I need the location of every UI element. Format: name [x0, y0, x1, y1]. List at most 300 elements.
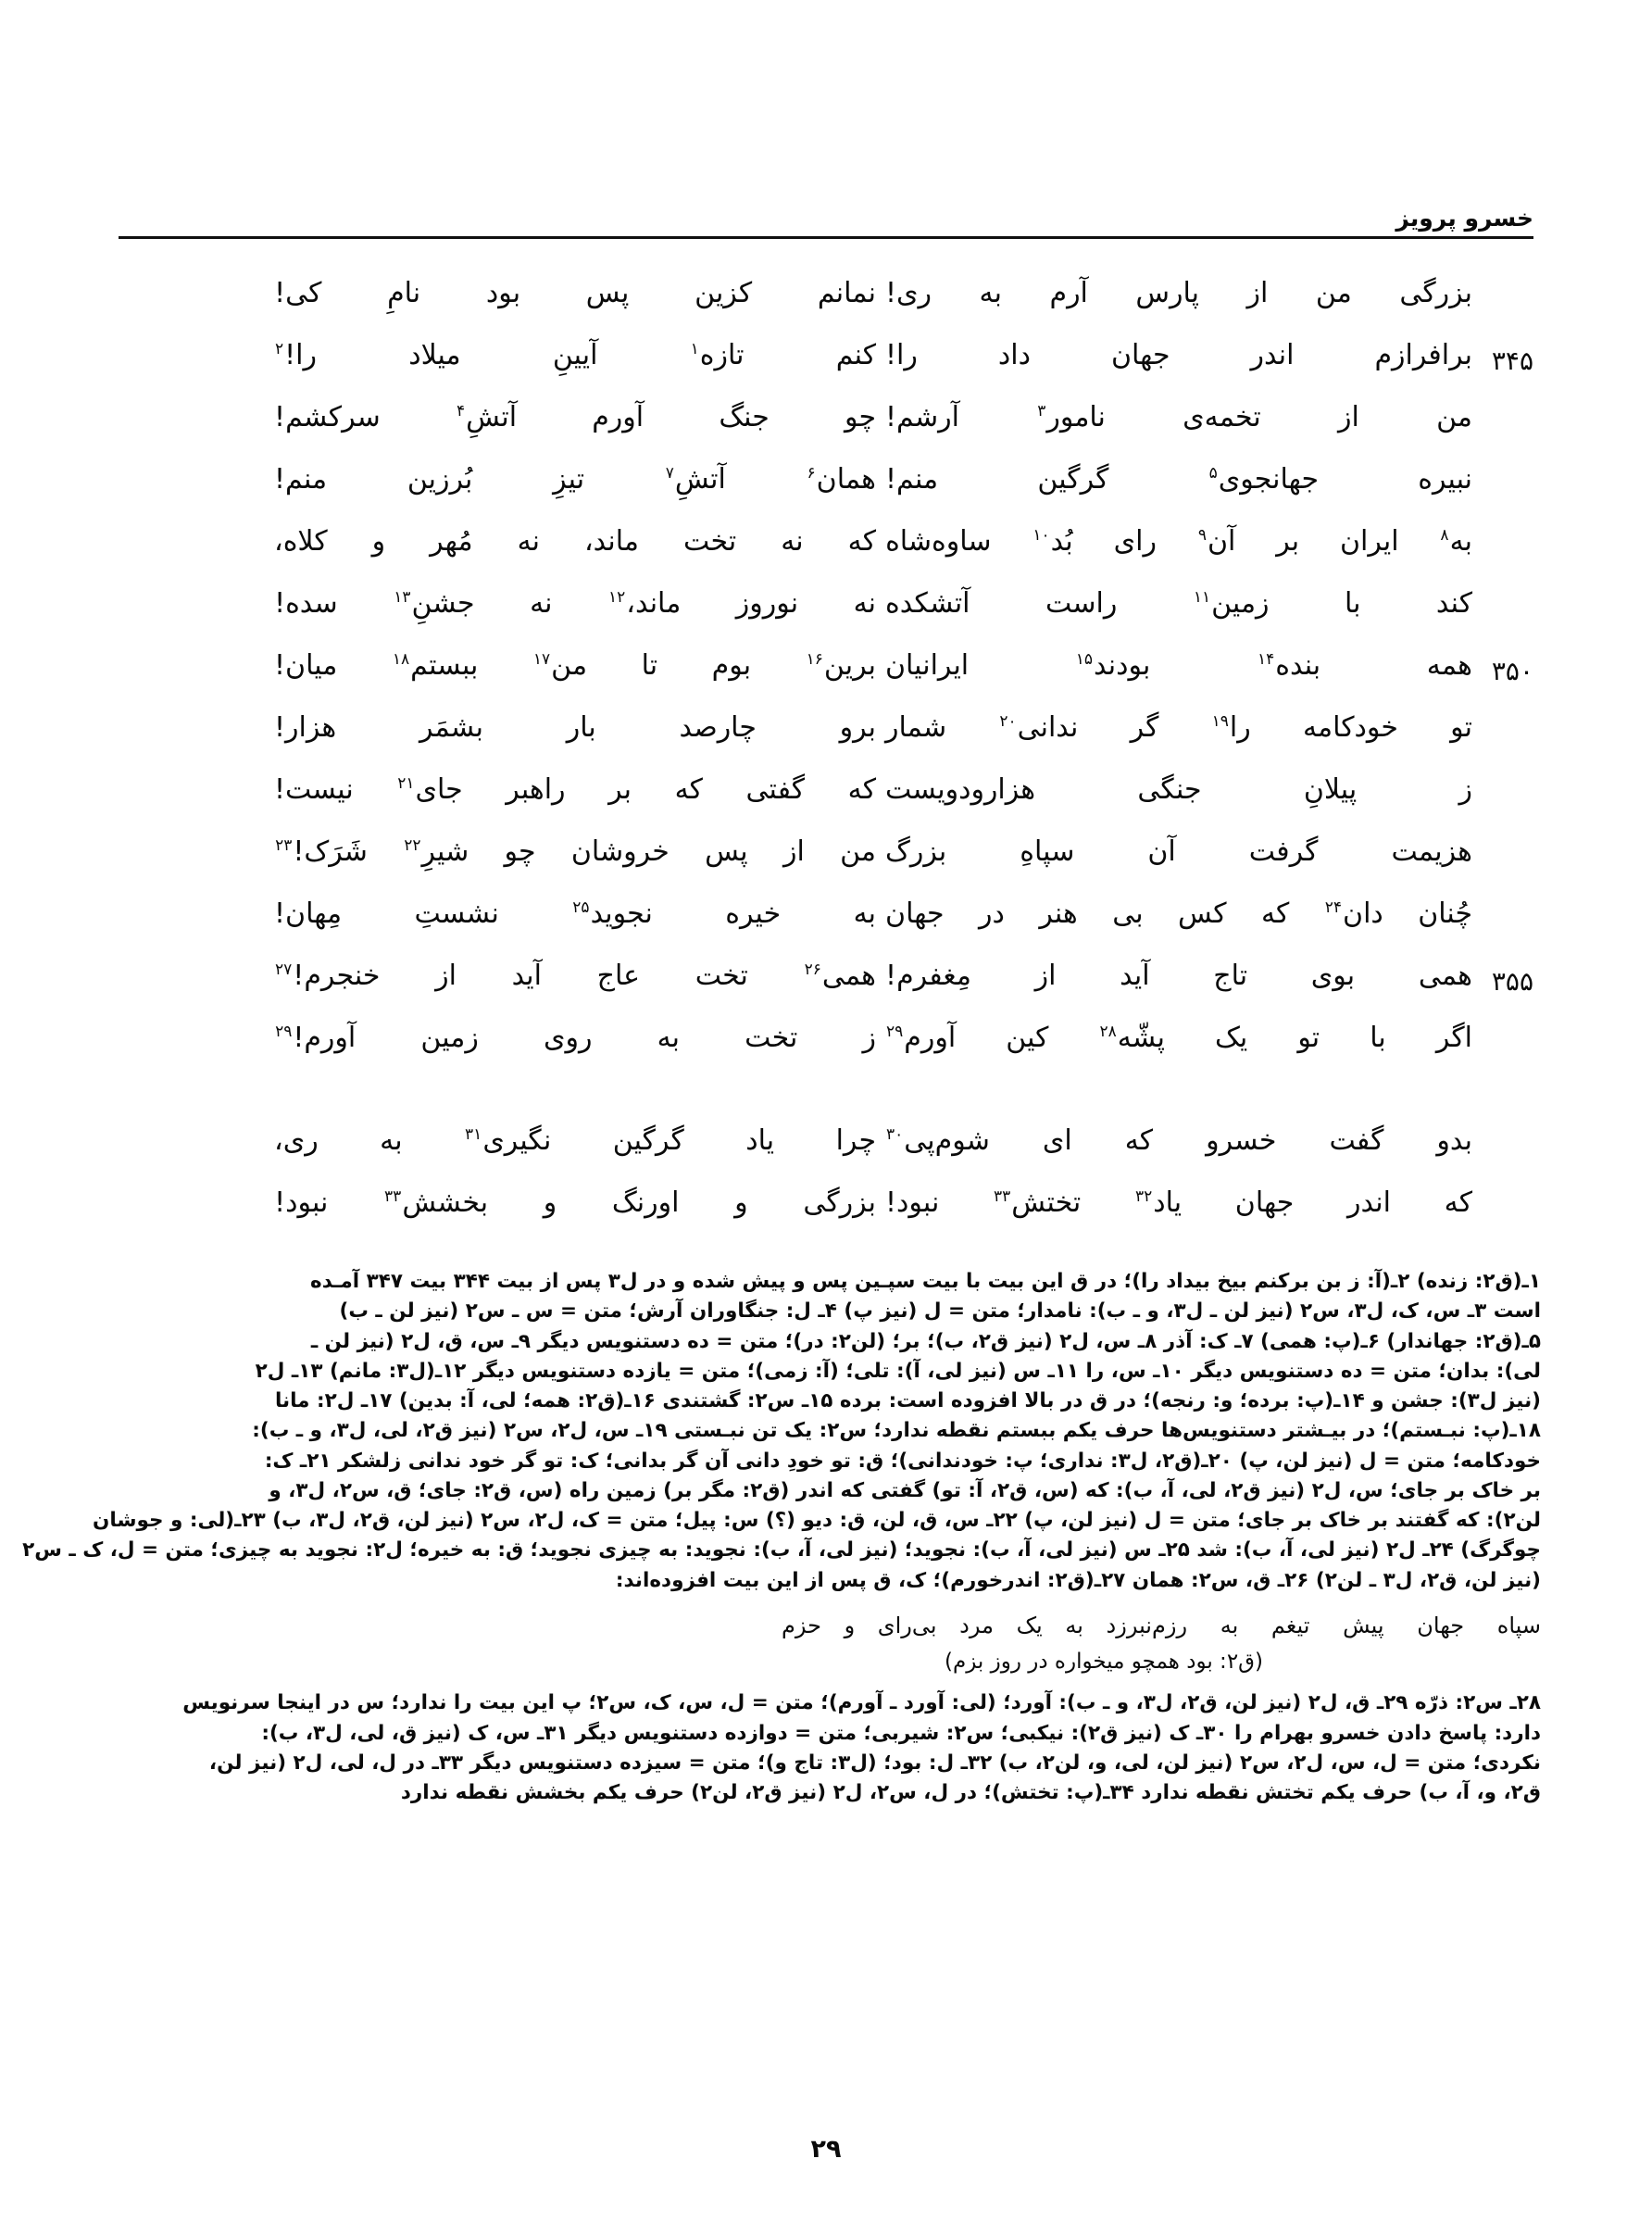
verse-word: کند: [1435, 587, 1472, 620]
hemistich-text: [274, 402, 876, 434]
verse-word: پس: [705, 835, 748, 868]
verse-word: سپاهِ: [1020, 835, 1075, 868]
footnote-marker[interactable]: ۲۸: [1099, 1023, 1117, 1041]
footnote-marker[interactable]: ۸: [1440, 526, 1449, 545]
verse-word: عاج: [596, 960, 641, 992]
verse-word: شَرَک!$^{۲۳}$: [275, 835, 368, 868]
hemistich-text: [274, 774, 876, 807]
verse-word: آیینِ: [552, 339, 598, 371]
verse-word: سده!: [274, 587, 338, 620]
verse-word: بر: [608, 773, 632, 806]
verse-word: به: [657, 1022, 681, 1054]
verse-word: خروشان: [570, 835, 670, 868]
footnote-marker[interactable]: ۳۰: [886, 1125, 904, 1144]
verse-word: که: [847, 773, 876, 806]
hemistich-text: [885, 712, 1472, 745]
apparatus-line: (نیز لن، ق۲، ل۳ ـ لن۲) ۲۶ـ ق، س۲: همان ۲۷ـ(ق۲: اندرخورم)؛ ک، ق پس از این بیت افزوده‌اند:: [615, 1568, 1541, 1592]
verse-word: خنجرم!$^{۲۷}$: [275, 960, 381, 992]
verse-word: مُهر: [430, 525, 473, 558]
hemistich-text: [885, 402, 1472, 434]
verse-word: به: [380, 1124, 403, 1157]
hemistich-second: [274, 1187, 885, 1220]
verse-line: [119, 774, 1533, 836]
hemistich-text: [274, 960, 876, 993]
verse-word: جای$^{۲۱}$: [397, 773, 463, 806]
verse-line: [119, 960, 1533, 1023]
verse-word: که: [1444, 1186, 1472, 1219]
verse-word: چارصد: [679, 711, 757, 744]
verse-word: بزرگی: [803, 1186, 876, 1219]
inset-verse-word: نبرزد: [1106, 1612, 1152, 1638]
verse-word: اورنگ: [611, 1186, 680, 1219]
footnote-marker[interactable]: ۳۳: [994, 1187, 1011, 1206]
hemistich-text: [885, 774, 1472, 807]
verse-word: ایران: [1339, 525, 1399, 558]
apparatus-line: ق۲، و، آ، ب) حرف یکم تختش نقطه ندارد ۳۴ـ(پ: تختش)؛ در ل، س۲، ل۲ (نیز ق۲، لن۲) حرف یکم بخشش نقطه ندارد: [400, 1781, 1541, 1804]
verse-word: به: [853, 897, 876, 930]
verse-word: منم!: [274, 463, 328, 496]
verse-word: من$^{۱۷}$: [532, 649, 588, 682]
verse-word: جنگی: [1137, 773, 1202, 806]
verse-stanza: [119, 1125, 1533, 1249]
hemistich-first: [885, 1187, 1533, 1220]
verse-word: و: [371, 525, 386, 558]
verse-word: پارس: [1135, 277, 1200, 309]
verse-word: نامور$^۳$: [1037, 401, 1106, 433]
verse-word: با: [1370, 1022, 1386, 1054]
verse-word: منم!: [885, 463, 939, 496]
verse-word: آن$^۹$: [1197, 525, 1236, 558]
footnote-marker[interactable]: ۱: [690, 340, 699, 358]
verse-word: بزرگی: [1399, 277, 1472, 309]
verse-line: [119, 1125, 1533, 1187]
hemistich-first: [885, 1125, 1533, 1158]
verse-word: ای: [1042, 1124, 1072, 1157]
apparatus-line: ۱۸ـ(پ: نبـستم)؛ در بیـشتر دستنویس‌ها حرف یکم ببستم نقطه ندارد؛ س۲: یک تن نبـستی ۱۹ـ س، ل۲، س۲ (نیز ق۲، لی، ل۳، و ـ ب):: [252, 1419, 1541, 1443]
verse-stanza: [119, 278, 1533, 1085]
verse-word: ندانی$^{۲۰}$: [999, 711, 1079, 744]
verse-word: را!$^۲$: [275, 339, 317, 371]
verse-word: بزرگ: [885, 835, 947, 868]
inset-verse-word: رزم: [1152, 1612, 1188, 1638]
verse-word: که: [1260, 897, 1290, 930]
footnote-marker[interactable]: ۲۵: [572, 898, 590, 917]
inset-hemistich-second: [782, 1609, 1152, 1642]
apparatus-line: خودکامه؛ متن = ل (نیز لن، پ) ۲۰ـ(ق۲، ل۳: نداری؛ پ: خودندانی)؛ ق: تو خودِ دانی آن گر بدانی؛ ک: تو گر خود ندانی زلشکر ۲۱ـ ک:: [264, 1449, 1541, 1473]
hemistich-text: [274, 526, 876, 558]
hemistich-first: [885, 836, 1533, 869]
footnote-marker[interactable]: ۲۹: [275, 1023, 293, 1041]
verse-word: تیزِ: [553, 463, 585, 496]
verse-word: کلاه،: [274, 525, 328, 558]
apparatus-criticus: [22, 1267, 1541, 1808]
footnote-marker[interactable]: ۱۳: [394, 588, 411, 607]
verse-word: سرکشم!: [274, 401, 381, 433]
hemistich-text: [885, 1125, 1472, 1158]
verse-word: جهانجوی$^۵$: [1208, 463, 1320, 496]
footnote-marker[interactable]: ۳۳: [384, 1187, 402, 1206]
verse-word: ماند،: [584, 525, 639, 558]
footnote-marker[interactable]: ۲۶: [804, 960, 821, 979]
verse-word: رای: [1113, 525, 1157, 558]
verse-word: نه: [781, 525, 804, 558]
verse-word: ساوه‌شاه: [885, 525, 992, 558]
verse-line: [119, 1023, 1533, 1085]
inset-verse-word: به: [1065, 1612, 1083, 1638]
inset-verse-word: بی‌رای: [877, 1612, 937, 1638]
verse-word: نبود!: [885, 1186, 940, 1219]
hemistich-second: [274, 340, 885, 372]
running-head: [119, 182, 1533, 239]
footnote-marker[interactable]: ۹: [1197, 526, 1207, 545]
verse-line-number: ۳۴۵: [1491, 345, 1533, 376]
verse-word: کنم: [835, 339, 876, 371]
hemistich-first: [885, 526, 1533, 558]
verse-word: بودند$^{۱۵}$: [1075, 649, 1151, 682]
verse-word: بوی: [1310, 960, 1356, 992]
hemistich-text: [885, 836, 1472, 869]
verse-word: برو: [839, 711, 876, 744]
footnote-marker[interactable]: ۱۱: [1193, 588, 1211, 607]
verse-word: از: [435, 960, 457, 992]
verse-word: شیرِ$^{۲۲}$: [404, 835, 469, 868]
hemistich-text: [885, 650, 1472, 683]
inset-hemistich-first: [1152, 1609, 1541, 1642]
verse-word: برافرازم: [1374, 339, 1472, 371]
verse-word: جشنِ$^{۱۳}$: [394, 587, 475, 620]
verse-line: [119, 712, 1533, 774]
hemistich-text: [274, 836, 876, 869]
verse-word: گر: [1130, 711, 1159, 744]
verse-line: [119, 898, 1533, 960]
footnote-marker[interactable]: ۳۲: [1134, 1187, 1153, 1206]
footnote-marker[interactable]: ۲۴: [1324, 898, 1343, 917]
verse-word: بخشش$^{۳۳}$: [384, 1186, 489, 1219]
verse-word: هزار!: [274, 711, 337, 744]
verse-word: گرگین: [1037, 463, 1109, 496]
verse-word: شوم‌پی$^{۳۰}$: [886, 1124, 990, 1157]
footnote-marker[interactable]: ۲۷: [275, 960, 293, 979]
verse-word: نه: [517, 525, 540, 558]
hemistich-first: [885, 339, 1533, 376]
verse-word: پشّه$^{۲۸}$: [1099, 1022, 1165, 1054]
footnote-marker[interactable]: ۱۹: [1211, 712, 1229, 731]
inset-verse-word: پیش: [1343, 1612, 1384, 1638]
inset-verse-word: تیغم: [1270, 1612, 1310, 1638]
hemistich-text: [885, 464, 1472, 496]
verse-word: ری،: [274, 1124, 319, 1157]
verse-word: یک: [1215, 1022, 1248, 1054]
footnote-marker[interactable]: ۱۵: [1075, 650, 1094, 669]
verse-word: چو: [844, 401, 876, 433]
verse-line: [119, 588, 1533, 650]
verse-word: جهان: [1234, 1186, 1295, 1219]
page-number: ۲۹: [810, 2135, 842, 2164]
hemistich-second: [274, 774, 885, 807]
verse-word: پس: [585, 277, 630, 309]
verse-word: بر: [1276, 525, 1300, 558]
hemistich-second: [274, 960, 885, 993]
verse-word: من: [1436, 401, 1472, 433]
verse-word: تاج: [1213, 960, 1248, 992]
running-head-title: خسرو پرویز: [1395, 205, 1533, 232]
hemistich-text: [885, 588, 1472, 621]
verse-word: زمین: [420, 1022, 479, 1054]
verse-word: نمانم: [817, 277, 876, 309]
verse-word: تا: [641, 649, 658, 682]
verse-word: با: [1344, 587, 1361, 620]
verse-word: گرگین: [612, 1124, 684, 1157]
verse-word: مِهان!: [274, 897, 343, 930]
hemistich-text: [885, 340, 1472, 372]
verse-word: مِغفرم!: [885, 960, 971, 992]
apparatus-line: ۲۸ـ س۲: ذرّه ۲۹ـ ق، ل۲ (نیز لن، ق۲، ل۳، و ـ ب): آورد؛ (لی: آورد ـ آورم)؛ متن = ل، س، ک، س۲؛ پ این بیت را ندارد؛ س در اینجا سرنویس: [182, 1691, 1541, 1715]
verse-word: بدو: [1436, 1124, 1472, 1157]
verse-word: چُنان: [1418, 897, 1472, 930]
apparatus-line: بر خاک بر جای؛ س، ل۲ (نیز ق۲، لی، آ، ب): که (س، ق۲، آ: تو) گفتی که اندر (ق۲: مگر بر) زمین راه (س، ق۲: جای؛ ق، س۲، ل۳، و: [269, 1478, 1541, 1502]
verse-word: چو: [504, 835, 536, 868]
footnote-marker[interactable]: ۱۸: [392, 650, 410, 669]
footnote-marker[interactable]: ۷: [665, 464, 674, 483]
footnote-marker[interactable]: ۱۰: [1032, 526, 1050, 545]
verse-word: یاد$^{۳۲}$: [1134, 1186, 1183, 1219]
footnote-marker[interactable]: ۲۳: [275, 836, 293, 855]
verse-word: آید: [1120, 960, 1150, 992]
hemistich-first: [885, 278, 1533, 310]
verse-word: راهبر: [506, 773, 566, 806]
verse-word: من: [840, 835, 876, 868]
verse-word: در: [979, 897, 1005, 930]
verse-word: بشمَر: [419, 711, 484, 744]
verse-word: بُد$^{۱۰}$: [1032, 525, 1073, 558]
hemistich-first: [885, 588, 1533, 621]
apparatus-line: ۱ـ(ق۲: زنده) ۲ـ(آ: ز بن برکنم بیخ بیداد را)؛ در ق این بیت با بیت سپـین پس و پیش شده و در ل۳ پس از بیت ۳۴۴ بیت ۳۴۷ آمـده: [310, 1270, 1541, 1293]
verse-word: نه: [530, 587, 553, 620]
hemistich-first: [885, 774, 1533, 807]
verse-word: آرم: [1049, 277, 1088, 309]
hemistich-second: [274, 1023, 885, 1055]
verse-word: جنگ: [719, 401, 770, 433]
hemistich-text: [885, 1187, 1472, 1220]
verse-word: بُرزین: [407, 463, 473, 496]
hemistich-text: [885, 898, 1472, 931]
verse-word: یاد: [745, 1124, 775, 1157]
hemistich-second: [274, 650, 885, 683]
verse-word: اندر: [1347, 1186, 1391, 1219]
verse-word: گفتی: [745, 773, 806, 806]
verse-word: نه: [853, 587, 876, 620]
verse-word: نجوید$^{۲۵}$: [572, 897, 653, 930]
verse-word: کی!: [274, 277, 322, 309]
hemistich-second: [274, 278, 885, 310]
verse-word: نوروز: [735, 587, 799, 620]
verse-word: آتشِ$^۴$: [456, 401, 518, 433]
verse-word: بنده$^{۱۴}$: [1257, 649, 1321, 682]
verse-word: تخت: [683, 525, 737, 558]
verse-word: اگر: [1435, 1022, 1472, 1054]
verse-word: نشستِ: [414, 897, 499, 930]
footnote-marker[interactable]: ۲: [275, 340, 284, 358]
verse-word: بوم: [711, 649, 752, 682]
apparatus-inset-note: (ق۲: بود همچو میخواره در روز بزم): [945, 1649, 1263, 1674]
verse-word: آورم$^{۲۹}$: [886, 1022, 957, 1054]
verse-word: راست: [1045, 587, 1118, 620]
verse-word: به: [979, 277, 1002, 309]
verse-word: تو: [1297, 1022, 1320, 1054]
verse-word: آرشم!: [885, 401, 959, 433]
verse-word: همی$^{۲۶}$: [804, 960, 876, 992]
footnote-marker[interactable]: ۲۱: [397, 774, 415, 793]
hemistich-second: [274, 402, 885, 434]
inset-verse-word: جهان: [1417, 1612, 1465, 1638]
verse-word: روی: [543, 1022, 593, 1054]
footnote-marker[interactable]: ۳: [1037, 402, 1046, 420]
hemistich-second: [274, 464, 885, 496]
hemistich-text: [274, 340, 876, 372]
apparatus-line: دارد: پاسخ دادن خسرو بهرام را ۳۰ـ ک (نیز ق۲): نیکبی؛ س۲: شیربی؛ متن = دوازده دستنویس دیگر ۳۱ـ س، ک (نیز ق، لی، ل۳، ب):: [261, 1721, 1541, 1745]
inset-verse-word: سپاه: [1496, 1612, 1541, 1638]
hemistich-text: [274, 588, 876, 621]
verse-word: ز: [862, 1022, 876, 1054]
verse-word: برین$^{۱۶}$: [806, 649, 876, 682]
verse-block: [119, 278, 1533, 1249]
footnote-marker[interactable]: ۱۷: [532, 650, 551, 669]
footnote-marker[interactable]: ۱۲: [608, 588, 626, 607]
verse-word: آتشکده: [885, 587, 970, 620]
verse-word: جهان: [885, 897, 945, 930]
verse-word: آن: [1147, 835, 1176, 868]
hemistich-text: [274, 1187, 876, 1220]
verse-word: به$^۸$: [1440, 525, 1472, 558]
verse-word: خسرو: [1206, 1124, 1277, 1157]
verse-word: نامِ: [387, 277, 421, 309]
footnote-marker[interactable]: ۶: [807, 464, 816, 483]
verse-word: کین: [1006, 1022, 1049, 1054]
apparatus-inset-couplet: [111, 1609, 1541, 1642]
hemistich-first: [885, 712, 1533, 745]
verse-line: [119, 464, 1533, 526]
verse-word: نبود!: [274, 1186, 329, 1219]
verse-word: گفت: [1329, 1124, 1384, 1157]
verse-word: هنر: [1039, 897, 1078, 930]
hemistich-second: [274, 1125, 885, 1158]
verse-word: تخت: [695, 960, 748, 992]
verse-line-number: ۳۵۵: [1491, 966, 1533, 997]
verse-word: کس: [1178, 897, 1227, 930]
footnote-marker[interactable]: ۲۹: [886, 1023, 904, 1041]
verse-word: همی: [1418, 960, 1472, 992]
apparatus-line: چوگرگ) ۲۴ـ ل۲ (نیز لی، آ، ب): شد ۲۵ـ س (نیز لی، آ، ب): نجوید؛ (نیز لی، آ، ب): نجوید: به چیزی نجوید؛ ق: به خیره؛ ل۲: نجوید به چیزی؛ متن = ل، ک ـ س۲: [22, 1538, 1541, 1563]
verse-line: [119, 526, 1533, 588]
verse-word: ایرانیان: [885, 649, 970, 682]
verse-word: و: [734, 1186, 748, 1219]
verse-word: دان$^{۲۴}$: [1324, 897, 1383, 930]
hemistich-second: [274, 526, 885, 558]
hemistich-first: [885, 649, 1533, 686]
verse-line: [119, 836, 1533, 898]
verse-line: [119, 1187, 1533, 1249]
verse-word: تازه$^۱$: [690, 339, 745, 371]
verse-word: نبیره: [1418, 463, 1472, 496]
verse-word: نگیری$^{۳۱}$: [465, 1124, 552, 1157]
footnote-marker[interactable]: ۲۲: [404, 836, 421, 855]
apparatus-line: لی): بدان؛ متن = ده دستنویس دیگر ۱۰ـ س، را ۱۱ـ س (نیز لی، آ): تلی؛ (آ: زمی)؛ متن = یازده دستنویس دیگر ۱۲ـ(ل۳: مانم) ۱۳ـ ل۲: [255, 1359, 1541, 1383]
verse-word: ببستم$^{۱۸}$: [392, 649, 479, 682]
verse-word: میلاد: [408, 339, 461, 371]
inset-verse-word: به: [1220, 1612, 1239, 1638]
hemistich-text: [885, 526, 1472, 558]
footnote-marker[interactable]: ۱۴: [1257, 650, 1275, 669]
verse-word: را$^{۱۹}$: [1211, 711, 1251, 744]
hemistich-text: [274, 464, 876, 496]
verse-word: خودکامه: [1302, 711, 1398, 744]
verse-word: نیست!: [274, 773, 354, 806]
verse-word: آتشِ$^۷$: [665, 463, 726, 496]
verse-word: همه: [1426, 649, 1472, 682]
verse-word: از: [1338, 401, 1359, 433]
hemistich-first: [885, 464, 1533, 496]
verse-word: تخمه‌ی: [1183, 401, 1261, 433]
verse-line: [119, 278, 1533, 340]
hemistich-text: [274, 650, 876, 683]
footnote-marker[interactable]: ۳۱: [465, 1125, 482, 1144]
hemistich-text: [274, 712, 876, 745]
hemistich-text: [274, 898, 876, 931]
verse-word: زمین$^{۱۱}$: [1193, 587, 1270, 620]
footnote-marker[interactable]: ۴: [456, 402, 466, 420]
hemistich-second: [274, 836, 885, 869]
verse-word: بار: [566, 711, 596, 744]
verse-word: گرفت: [1248, 835, 1319, 868]
hemistich-first: [885, 402, 1533, 434]
verse-word: تو: [1450, 711, 1472, 744]
verse-word: که: [847, 525, 876, 558]
verse-word: جهان: [1110, 339, 1170, 371]
verse-word: اندر: [1250, 339, 1295, 371]
verse-word: را!: [885, 339, 918, 371]
verse-word: آورم: [592, 401, 645, 433]
hemistich-second: [274, 898, 885, 931]
verse-word: از: [1246, 277, 1269, 309]
verse-word: هزارودویست: [885, 773, 1036, 806]
footnote-marker[interactable]: ۲۰: [999, 712, 1017, 731]
verse-word: از: [1034, 960, 1057, 992]
verse-word: میان!: [274, 649, 338, 682]
verse-word: ری!: [885, 277, 932, 309]
verse-word: من: [1315, 277, 1352, 309]
verse-word: که: [1124, 1124, 1154, 1157]
verse-word: که: [674, 773, 703, 806]
verse-word: تخت: [745, 1022, 798, 1054]
verse-line: [119, 340, 1533, 402]
hemistich-text: [885, 960, 1472, 993]
footnote-marker[interactable]: ۵: [1208, 464, 1218, 483]
hemistich-text: [274, 278, 876, 310]
hemistich-text: [885, 278, 1472, 310]
inset-verse-word: مرد: [959, 1612, 994, 1638]
verse-word: پیلانِ: [1303, 773, 1358, 806]
hemistich-text: [885, 1023, 1472, 1055]
verse-word: بی: [1112, 897, 1144, 930]
footnote-marker[interactable]: ۱۶: [806, 650, 823, 669]
verse-word: آورم!$^{۲۹}$: [275, 1022, 357, 1054]
verse-line: [119, 650, 1533, 712]
verse-word: خیره: [725, 897, 782, 930]
apparatus-line: نکردی؛ متن = ل، س، ل۲، س۲ (نیز لن، لی، و، لن۲، ب) ۳۲ـ ل: بود؛ (ل۳: تاج و)؛ متن = سیزده دستنویس دیگر ۳۳ـ در ل، لی، ل۲ (نیز لن،: [208, 1751, 1541, 1775]
verse-word: داد: [997, 339, 1031, 371]
verse-word: تختش$^{۳۳}$: [994, 1186, 1082, 1219]
inset-verse-word: یک: [1016, 1612, 1043, 1638]
